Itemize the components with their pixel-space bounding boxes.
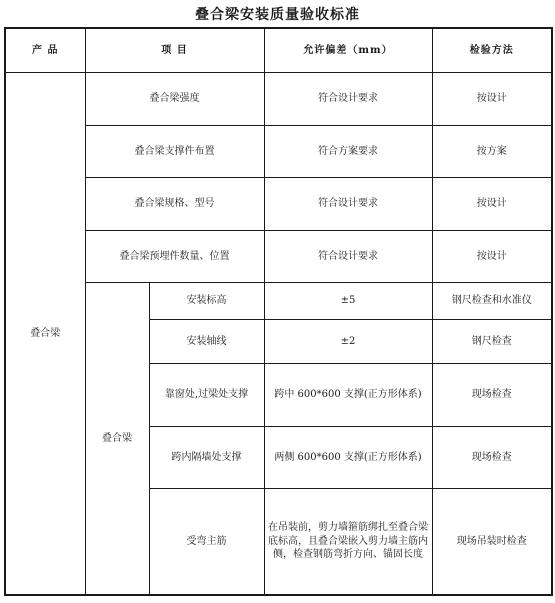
method-cell: 现场检查 <box>432 364 552 427</box>
sub-item-cell: 靠窗处,过梁处支撑 <box>149 364 264 427</box>
method-cell: 按设计 <box>432 72 552 125</box>
tolerance-cell: 符合设计要求 <box>264 72 432 125</box>
sub-item-cell: 安装标高 <box>149 283 264 319</box>
method-cell: 按设计 <box>432 230 552 283</box>
table-row <box>5 72 552 125</box>
method-cell: 按设计 <box>432 178 552 231</box>
header-method: 检验方法 <box>432 28 552 72</box>
header-item: 项 目 <box>85 28 264 72</box>
item-cell: 叠合梁支撑件布置 <box>85 125 264 178</box>
table-row <box>5 178 552 231</box>
acceptance-standard-table <box>4 27 553 596</box>
header-product: 产 品 <box>5 28 85 72</box>
tolerance-cell: 跨中 600*600 支撑(正方形体系) <box>264 364 432 427</box>
sub-item-cell: 受弯主筋 <box>149 489 264 595</box>
tolerance-cell: 在吊装前，剪力墙箍筋绑扎至叠合梁底标高，且叠合梁嵌入剪力墙主筋内侧，检查钢筋弯折方向、锚固长度 <box>264 489 432 595</box>
method-cell: 钢尺检查和水准仪 <box>432 283 552 319</box>
tolerance-cell: 符合设计要求 <box>264 178 432 231</box>
tolerance-cell: 两侧 600*600 支撑(正方形体系) <box>264 426 432 489</box>
sub-item-cell: 跨内隔墙处支撑 <box>149 426 264 489</box>
sub-item-cell: 安装轴线 <box>149 319 264 363</box>
tolerance-cell: ±5 <box>264 283 432 319</box>
tolerance-cell: 符合设计要求 <box>264 230 432 283</box>
item-cell: 叠合梁规格、型号 <box>85 178 264 231</box>
method-cell: 现场检查 <box>432 426 552 489</box>
tolerance-cell: 符合方案要求 <box>264 125 432 178</box>
table-row <box>5 283 552 319</box>
page-title: 叠合梁安装质量验收标准 <box>195 7 360 23</box>
method-cell: 钢尺检查 <box>432 319 552 363</box>
product-cell: 叠合梁 <box>5 72 85 595</box>
sub-group-cell: 叠合梁 <box>85 283 149 595</box>
item-cell: 叠合梁强度 <box>85 72 264 125</box>
table-row <box>5 230 552 283</box>
table-row <box>5 125 552 178</box>
method-cell: 现场吊装时检查 <box>432 489 552 595</box>
header-tolerance: 允许偏差（mm） <box>264 28 432 72</box>
method-cell: 按方案 <box>432 125 552 178</box>
item-cell: 叠合梁预埋件数量、位置 <box>85 230 264 283</box>
tolerance-cell: ±2 <box>264 319 432 363</box>
table-header-row <box>5 28 552 72</box>
